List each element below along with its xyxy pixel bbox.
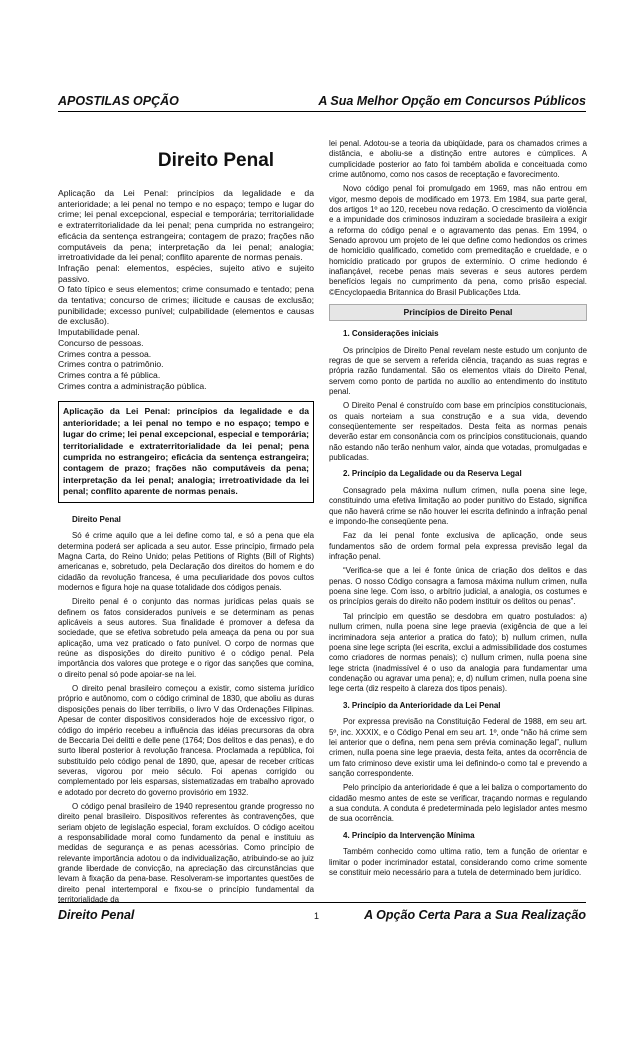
topic-box: Aplicação da Lei Penal: princípios da legalidade e da anterioridade; a lei penal no tempo e no espaço; tempo e lugar do crime; lei penal excepcional, especial e temporária; territorialidade e extraterritorialidade da lei penal; pena cumprida no estrangeiro; eficácia da sentença estrangeira; contagem de prazo; frações não computáveis da pena; interpretação da lei penal; analogia; irretroatividade da lei penal; conflito aparente de normas penais. [58, 401, 314, 502]
page-header [58, 94, 586, 112]
paragraph: “Verifica-se que a lei é fonte única de criação dos delitos e das penas. O nosso Código consagra a famosa máxima nullum crimen, nulla poena sine lege. Com isso, o arbítrio judicial, a analogia, os costumes e os princípios gerais do direito não podem instituir os delitos ou penas”. [329, 566, 587, 607]
page-title: Direito Penal [157, 150, 275, 171]
header-right-text: A Sua Melhor Opção em Concursos Públicos [318, 94, 586, 108]
paragraph: Novo código penal foi promulgado em 1969, mas não entrou em vigor, mesmo depois de modificado em 1973. Em 1984, sua parte geral, dos artigos 1º ao 120, recebeu nova redação. O crescimento da violência e a impunidade dos criminosos induziram a sociedade brasileira a exigir a reforma do código penal e o agravamento das penas. Em 1994, o Senado aprovou um projeto de lei que define como hediondos os crimes de homicídio qualificado, cometido com premeditação e crueldade, e o homicídio praticado por grupos de extermínio. O crime hediondo é inafiançável, recebe penas mais severas e seus autores perdem benefícios legais no cumprimento da pena, como prisão especial. ©Encyclopaedia Britannica do Brasil Publicações Ltda. [329, 184, 587, 297]
syllabus-item: Crimes contra a pessoa. [58, 348, 152, 359]
section-heading: 3. Princípio da Anterioridade da Lei Penal [343, 700, 501, 710]
paragraph: Faz da lei penal fonte exclusiva de aplicação, onde seus fundamentos são de ordem formal pela expressa previsão legal da infração penal. [329, 531, 587, 562]
paragraph: O direito penal brasileiro começou a existir, como sistema jurídico próprio e autônomo, com o código criminal de 1830, que aboliu as duras disposições penais do líber terribilis, o livro V das Ordenações Filipinas. Apesar de conter dispositivos considerados hoje de excessivo rigor, o código do império recebeu a influência das idéias precursoras da obra de Beccaria Dei delitti e delle pene (1764; Dos delitos e das penas), e do surto liberal posterior à revolução francesa. Proclamada a república, foi substituído pelo código penal de 1890, que, apesar de receber críticas severas, vigorou por meio século. Foi apenas corrigido ou complementado por leis esparsas, sistematizadas em trabalho aprovado e adotado por decreto do governo provisório em 1932. [58, 684, 314, 797]
syllabus-item: Infração penal: elementos, espécies, sujeito ativo e sujeito passivo. [58, 262, 314, 284]
paragraph: Consagrado pela máxima nullum crimen, nulla poena sine lege, constituindo uma efetiva limitação ao poder punitivo do Estado, significa que não haverá crime se não houver lei escrita definindo a infração penal e impondo-lhe conseqüente pena. [329, 486, 587, 527]
paragraph: Direito penal é o conjunto das normas jurídicas pelas quais se definem os fatos considerados puníveis e se determinam as penas aplicáveis a seus autores. Sua finalidade é promover a defesa da sociedade, que se efetiva sobretudo pela ameaça da pena ou por sua aplicação, uma vez praticado o fato punível. O corpo de normas que reúne as disposições do direito punitivo é o código penal. Pela importância dos valores que protege e o rigor das sanções que comina, o direito penal só pode apoiar-se na lei. [58, 597, 314, 679]
syllabus-item: Crimes contra a fé pública. [58, 369, 161, 380]
footer-left-text: Direito Penal [58, 908, 135, 922]
page-footer [58, 902, 586, 922]
header-left-text: APOSTILAS OPÇÃO [58, 94, 179, 108]
section-heading: 4. Princípio da Intervenção Mínima [343, 830, 475, 840]
right-column [329, 139, 587, 882]
footer-right-text: A Opção Certa Para a Sua Realização [364, 908, 586, 922]
paragraph: O código penal brasileiro de 1940 representou grande progresso no direito penal brasileiro. Dispositivos referentes às contravenções, que seriam objeto de legislação especial, foram excluídos. O código aceitou a responsabilidade moral como fundamento da penal e instituiu as medidas de segurança e as penas acessórias. Como princípio de relevante importância adotou o da individualização, atribuindo-se ao juiz grande liberdade de convicção, na apreciação das circunstâncias que levam à fixação da pena-base. Resolveram-se importantes questões de direito penal intertemporal e fixou-se o princípio fundamental da territorialidade da [58, 801, 314, 904]
paragraph: Pelo princípio da anterioridade é que a lei baliza o comportamento do cidadão mesmo antes de este se verificar, traçando normas e regulando a sua conduta. A conduta é predeterminada pelo legislador antes mesmo de sua ocorrência. [329, 783, 587, 824]
paragraph: Só é crime aquilo que a lei define como tal, e só a pena que ela determina poderá ser aplicada a seu autor. Esse princípio, firmado pela Magna Carta, do Reino Unido; pelas Petitions of Rights (Bill of Rights) americanas e, sobretudo, pela Declaração dos direitos do homem e do cidadão da revolução francesa, é uma peculiaridade dos povos cultos modernos e figura hoje na quase totalidade dos códigos penais. [58, 531, 314, 593]
left-body [58, 515, 314, 906]
section-heading: 2. Princípio da Legalidade ou da Reserva Legal [343, 469, 522, 479]
section-heading: 1. Considerações iniciais [343, 328, 439, 338]
section-band-title: Princípios de Direito Penal [329, 304, 587, 321]
paragraph: Os princípios de Direito Penal revelam neste estudo um conjunto de regras de que se servem a referida ciência, traçando as suas regras e própria razão fundamental. São os elementos vitais do Direito Penal, servem como ponto de partida no auxílio ao entendimento do instituto penal. [329, 345, 587, 396]
syllabus-list [58, 188, 314, 391]
page-number: 1 [314, 911, 320, 921]
syllabus-item: Crimes contra a administração pública. [58, 380, 207, 391]
syllabus-item: O fato típico e seus elementos; crime consumado e tentado; pena da tentativa; concurso de crimes; ilicitude e causas de exclusão; punibilidade; excesso punível; culpabilidade (elementos e causas de exclusão). [58, 284, 314, 327]
section-heading: Direito Penal [72, 514, 121, 524]
paragraph: Por expressa previsão na Constituição Federal de 1988, em seu art. 5º, inc. XXXIX, e o Código Penal em seu art. 1º, onde “não há crime sem lei anterior que o defina, nem pena sem prévia cominação legal”, nullum crimen, nulla poena sine lege praevia, desta feita, antes da ocorrência de um fato criminoso deve existir uma lei definindo-o como tal e prevendo a sanção correspondente. [329, 717, 587, 778]
paragraph: Também conhecido como ultima ratio, tem a função de orientar e limitar o poder incriminador estatal, considerando como crime somente se constituir meio necessário para a tutela de determinado bem jurídico. [329, 847, 587, 878]
syllabus-item: Concurso de pessoas. [58, 337, 144, 348]
syllabus-item: Crimes contra o patrimônio. [58, 359, 164, 370]
paragraph: Tal princípio em questão se desdobra em quatro postulados: a) nullum crimen, nulla poena sine lege praevia (exigência de que a lei incriminadora seja anterior a pratica do fato); b) nullum crimen, nulla poena sine lege scripta (lei escrita, exclui a admissibilidade dos costumes como criadores de normas penais); c) nullum crimen, nulla poena sine lege stricta (inadmissível é o uso da analogia para fundamentar uma condenação ou agravar uma pena); e, d) nullum crimen, nulla poena sine lege certa (diz respeito à clareza dos tipos penais). [329, 611, 587, 694]
syllabus-item: Aplicação da Lei Penal: princípios da legalidade e da anterioridade; a lei penal no tempo e no espaço; tempo e lugar do crime; lei penal excepcional, especial e temporária; territorialidade e extraterritorialidade da lei penal; pena cumprida no estrangeiro; eficácia da sentença estrangeira; contagem de prazo; frações não computáveis da pena; interpretação da lei penal; analogia; irretroatividade da lei penal; conflito aparente de normas penais. [58, 188, 314, 263]
left-column [58, 138, 314, 909]
paragraph: O Direito Penal é construído com base em princípios constitucionais, os quais norteiam a sua construção e a sua vida, devendo conseqüentemente ser respeitados. Desta feita as normas penais deverão estar em consonância com os princípios constitucionais, quando não estando não terão nenhum valor, ainda que votadas, promulgadas e publicadas. [329, 401, 587, 462]
paragraph: lei penal. Adotou-se a teoria da ubiqüidade, para os chamados crimes a distância, e aboliu-se a distinção entre autores e cúmplices. A cumplicidade posterior ao fato foi também abolida e conceituada como crime autônomo, como nos casos de receptação e favorecimento. [329, 139, 587, 180]
syllabus-item: Imputabilidade penal. [58, 327, 140, 338]
